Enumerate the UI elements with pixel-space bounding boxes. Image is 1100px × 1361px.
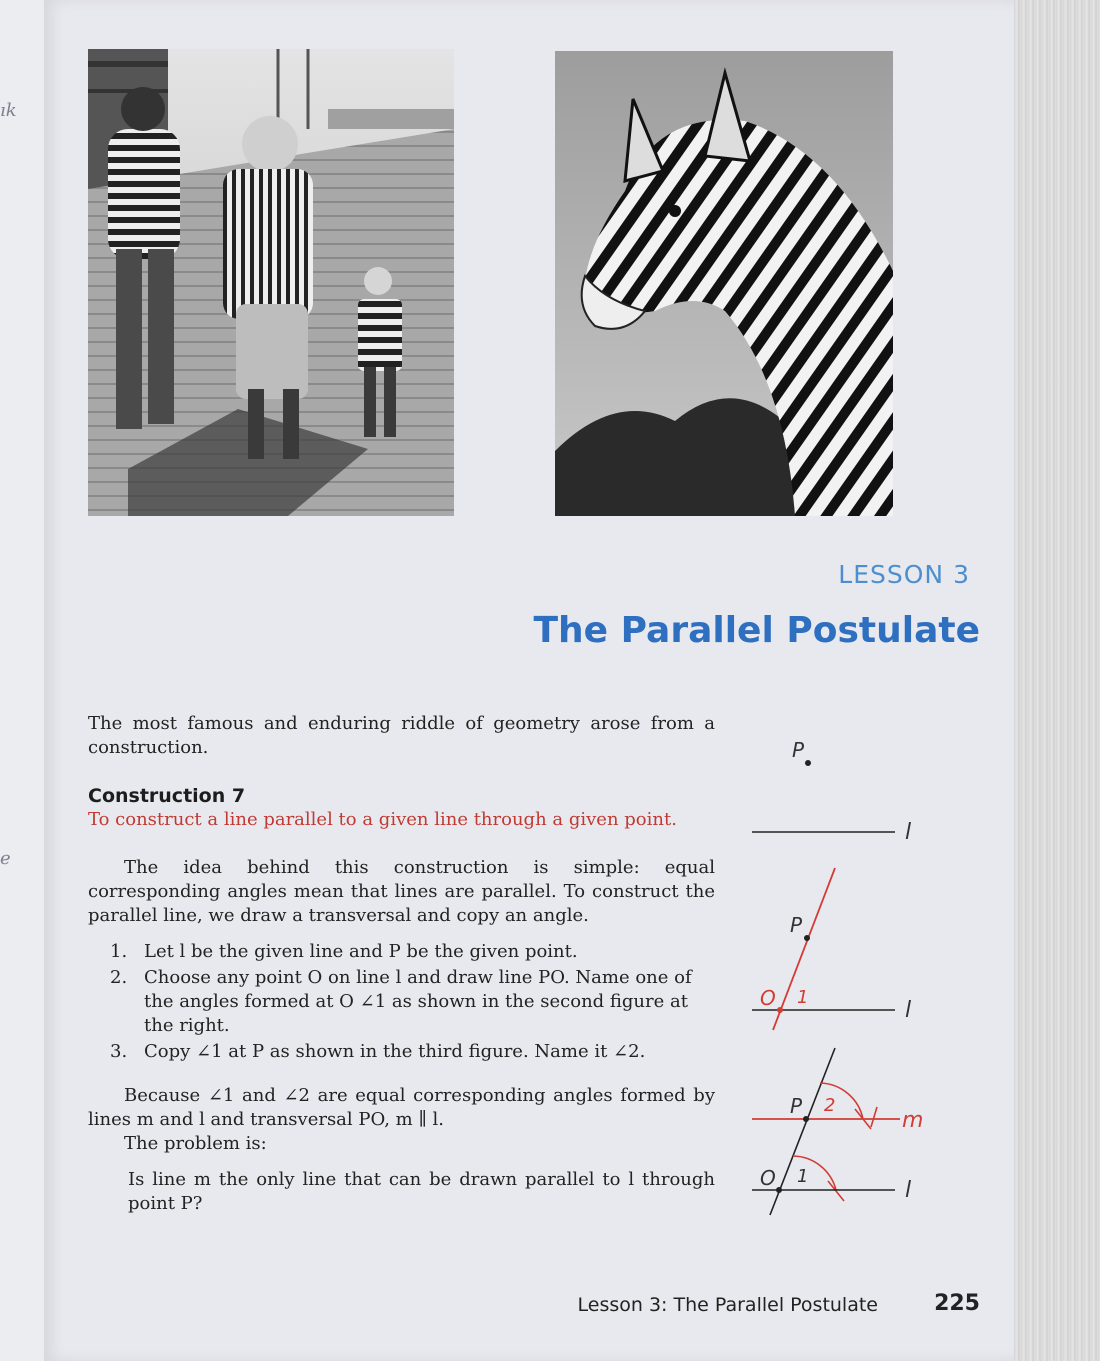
step-text: Choose any point O on line l and draw line PO. Name one of the angles formed at O ∠1 as shown in the second figure at the right. [144,967,692,1036]
figure-label-O: O [760,986,776,1010]
lesson-title: The Parallel Postulate [533,610,980,651]
because-paragraph: Because ∠1 and ∠2 are equal corresponding angles formed by lines m and l and transversal PO, m ∥ l. [88,1085,715,1130]
photo-zebra [555,51,893,516]
step-number: 2. [110,967,128,988]
idea-paragraph: The idea behind this construction is simple: equal corresponding angles mean that lines are parallel. To construct the parallel line, we draw a transversal and copy an angle. [88,857,715,926]
footer-lesson-title: Lesson 3: The Parallel Postulate [577,1294,878,1316]
step-number: 3. [110,1041,128,1062]
margin-fragment: e [0,848,11,869]
figure-label-O: O [760,1166,776,1190]
step-item [88,1040,715,1064]
lesson-label: LESSON 3 [838,560,970,589]
figure-label-P: P [792,738,805,762]
page-number: 225 [934,1291,980,1316]
page-edge-stack [1014,0,1100,1361]
figure-label-P: P [790,913,803,937]
figure-given-line-and-point [740,735,930,845]
figure-label-l: l [905,1178,912,1203]
angle-1-label: 1 [797,987,809,1008]
figure-transversal [740,865,930,1040]
figure-parallel-construction [740,1045,940,1220]
construction-heading: Construction 7 [88,785,246,807]
arc-mark [828,1181,844,1201]
construction-statement: To construct a line parallel to a given line through a given point. [88,809,677,830]
point-P [803,1116,809,1122]
lesson-body [88,712,715,1216]
construction-steps [88,940,715,1064]
arc-mark [871,1107,877,1127]
point-O [777,1007,783,1013]
step-item [88,940,715,964]
point-P [805,760,811,766]
previous-page-margin [0,0,44,1361]
figure-label-l: l [905,820,912,845]
angle-1-label: 1 [797,1166,809,1187]
intro-paragraph: The most famous and enduring riddle of geometry arose from a construction. [88,713,715,758]
angle-2-label: 2 [824,1095,836,1116]
step-text: Copy ∠1 at P as shown in the third figure. Name it ∠2. [144,1041,646,1062]
step-text: Let l be the given line and P be the given point. [144,941,578,962]
problem-question: Is line m the only line that can be drawn parallel to l through point P? [128,1169,715,1214]
point-O [776,1187,782,1193]
figure-label-P: P [790,1094,803,1118]
margin-fragment: ık [0,100,17,121]
problem-intro: The problem is: [124,1133,267,1154]
figure-label-l: l [905,998,912,1023]
figure-label-m: m [902,1108,924,1133]
step-number: 1. [110,941,128,962]
point-P [804,935,810,941]
step-item [88,966,715,1038]
photo-family-stripes [88,49,454,516]
